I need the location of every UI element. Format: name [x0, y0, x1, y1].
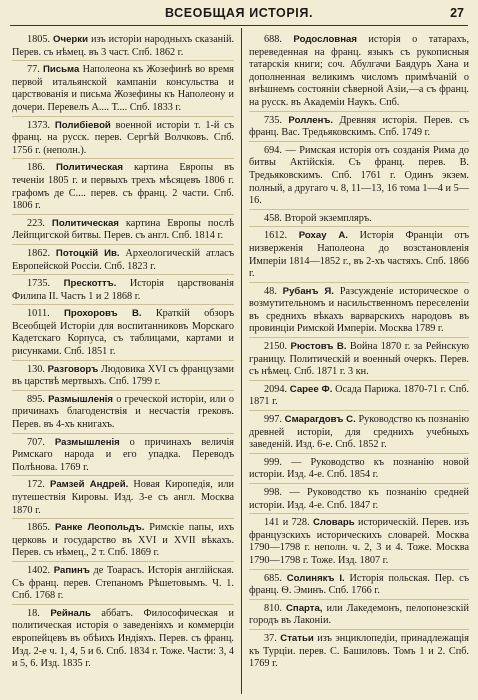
entry-heading: Рапинъ — [53, 564, 90, 576]
entry-text: — Римская исторія отъ созданія Рима до битвы Актійскія. Съ франц. перев. В. Тредьяковскимъ. Спб. 1761 г. Одинъ экзем. полный, а другаго ч. 8, 11—13, 16 тома 1—4 и 5—16. — [249, 144, 469, 207]
entry-text: военной исторіи т. 1-й съ франц. на русск. перев. Сергѣй Волчковъ. Спб. 1756 г. (неполн.). — [12, 119, 234, 156]
catalog-entry — [12, 308, 234, 360]
entry-number: 1373. — [27, 119, 51, 131]
entry-text: изъ энциклопедіи, принадлежащія къ Турціи. перев. С. Башиловъ. Томъ 1 и 2. Спб. 1769 г. — [249, 632, 469, 670]
running-title: ВСЕОБЩАЯ ИСТОРІЯ. — [164, 6, 314, 20]
entry-heading: Очерки — [53, 34, 88, 45]
catalog-entry — [12, 278, 234, 305]
entry-text: аббатъ. Философическая и политическая исторія о заведеніяхъ и коммерціи европейцевъ въ обѣихъ Индіяхъ. Перев. съ франц. Изд. 2-е ч. 1, 4, 5 и 6. Спб. 1834 г. Тоже. Части: 3, 4 и 5, 6. Изд. 1835 г. — [12, 607, 234, 670]
entry-text: Краткій обзоръ Всеобщей Исторіи для воспитанниковъ Морскаго Кадетскаго Корпуса, съ таблицами, картами и рисунками. Спб. 1851 г. — [12, 308, 234, 358]
right-column — [249, 34, 469, 696]
entry-heading: Спарта, — [285, 602, 323, 614]
entry-heading: Разговоръ — [47, 363, 99, 375]
entry-number: 1402. — [27, 564, 51, 576]
entry-heading: Рамзей Андрей. — [50, 479, 129, 491]
entry-number: 694. — [264, 144, 282, 156]
entry-heading: Рейналь — [50, 607, 91, 619]
catalog-entry — [12, 364, 234, 391]
entry-text: Новая Киропедія, или путешествія Кировы. Изд. 3-е съ англ. Москва 1870 г. — [12, 479, 234, 516]
entry-number: 18. — [27, 607, 40, 619]
entry-text: или Лакедемонъ, пелопонезскій городъ въ Лаконіи. — [249, 602, 469, 627]
entry-text: Римскіе папы, ихъ церковь и государство въ XVI и XVII вѣкахъ. Перев. съ нѣмец., 2 т. Спб. 1869 г. — [12, 522, 234, 559]
catalog-entry — [249, 633, 469, 672]
entry-number: 999. — [264, 456, 282, 468]
catalog-entry — [249, 34, 469, 112]
entry-number: 2094. — [264, 383, 288, 395]
entry-text: Исторія польская. Пер. съ франц. Ѳ. Эминъ. Спб. 1766 г. — [249, 572, 469, 597]
entry-heading: Рубанъ Я. — [282, 285, 334, 297]
entry-text: изъ исторіи народныхъ сказаній. Перев. съ нѣмец. въ 3 част. Спб. 1862 г. — [12, 34, 234, 58]
entry-heading: Сарее Ф. — [289, 383, 333, 395]
entry-heading: Прескоттъ. — [63, 278, 117, 290]
catalog-entry — [12, 479, 234, 519]
entry-number: 223. — [27, 217, 45, 229]
catalog-entry — [12, 522, 234, 562]
entry-text: историческій. Перев. изъ французскихъ историческихъ словарей. Москва 1790—1798 г. неполн. ч. 2, 3 и 4. Тоже. Москва 1790—1798 г. Тоже. Изд. 1807 г. — [249, 517, 469, 566]
catalog-entry — [12, 394, 234, 434]
entry-number: 735. — [264, 114, 282, 126]
entry-number: 130. — [27, 363, 45, 375]
entry-text: Война 1870 г. за Рейнскую границу. Политическій и военный очеркъ. Перев. съ нѣмец. Спб. 1871 г. 3 кн. — [249, 341, 469, 378]
entry-heading: Статьи — [280, 632, 314, 644]
entry-number: 1612. — [264, 230, 288, 242]
entry-number: 895. — [27, 393, 45, 405]
entry-number: 37. — [264, 632, 277, 644]
entry-text: — Руководство къ познанію средней исторіи. Изд. 4-е. Спб. 1847 г. — [249, 487, 469, 511]
catalog-entry — [249, 487, 469, 514]
entry-text: Исторія Франціи отъ низверженія Наполеона до возстановленія Имперіи 1814—1852 г., въ 2-хъ частяхъ. Спб. 1866 г. — [249, 230, 469, 280]
entry-number: 1805. — [27, 34, 51, 45]
catalog-entry — [249, 517, 469, 569]
entry-text: Древняя исторія. Перев. съ франц. Вас. Тредьяковскимъ. Спб. 1749 г. — [249, 114, 469, 139]
catalog-entry — [249, 286, 469, 338]
catalog-entry — [249, 603, 469, 630]
catalog-entry — [12, 608, 234, 672]
entry-heading: Прохоровъ В. — [63, 308, 142, 320]
entry-number: 997. — [264, 414, 282, 426]
page-header — [0, 6, 478, 24]
entry-heading: Смарагдовъ С. — [284, 414, 356, 426]
catalog-entry — [12, 248, 234, 275]
entry-number: 810. — [264, 602, 282, 614]
catalog-entry — [12, 218, 234, 245]
entry-number: 458. — [264, 212, 282, 224]
entry-number: 172. — [27, 479, 45, 491]
entry-text: де Тоарасъ. Исторія англійская. Съ франц. перев. Степаномъ Рѣшетовымъ. Ч. 1. Спб. 1768 г. — [12, 564, 234, 602]
catalog-entry — [249, 341, 469, 381]
catalog-entry — [12, 120, 234, 160]
entry-text: Археологическій атласъ Европейской Россіи. Спб. 1823 г. — [12, 247, 234, 272]
catalog-entry — [249, 145, 469, 210]
entry-heading: Политическая — [51, 217, 119, 229]
entry-text: Руководство къ познанію древней исторіи, для среднихъ учебныхъ заведеній. Изд. 6-е. Спб. 1852 г. — [249, 414, 469, 451]
entry-heading: Размышленія — [48, 393, 114, 405]
catalog-entry — [249, 573, 469, 600]
column-divider — [241, 28, 242, 694]
catalog-entry — [249, 384, 469, 411]
catalog-entry — [249, 457, 469, 484]
catalog-entry — [249, 414, 469, 454]
entry-heading: Письма — [43, 64, 80, 76]
entry-text: исторія о татарахъ, переведенная на франц. языкъ съ рукописныя татарскія книги; соч. Абулгачи Баядуръ Хана и дополненная великимъ числомъ примѣчаній о внѣшнемъ состояніи сѣверной Азіи,—а съ франц. на русск. въ Академіи Наукъ. Спб. — [249, 34, 469, 108]
entry-heading: Родословная — [293, 34, 357, 45]
entry-text: Наполеона къ Жозефинѣ во время первой итальянской кампаніи консульства и царствованія и письма Жозефины къ Наполеону и дочери. Перевелъ А.... Т.... Спб. 1833 г. — [12, 64, 234, 113]
page-number: 27 — [450, 6, 464, 20]
entry-number: 1735. — [27, 278, 51, 290]
catalog-entry — [249, 115, 469, 142]
entry-number: 48. — [264, 285, 277, 297]
catalog-entry — [249, 230, 469, 282]
entry-number: 1862. — [27, 247, 51, 259]
catalog-entry — [12, 34, 234, 61]
entry-text: Исторія царствованія Филипа II. Часть 1 и 2 1868 г. — [12, 278, 234, 302]
entry-heading: Ролленъ. — [288, 114, 334, 126]
catalog-entry — [12, 565, 234, 605]
entry-number: 77. — [27, 64, 40, 76]
entry-heading: Потоцкій Ив. — [55, 247, 120, 259]
left-column — [12, 34, 234, 696]
entry-number: 1011. — [27, 308, 50, 320]
entry-number: 688. — [264, 34, 282, 45]
entry-number: 998. — [264, 487, 282, 498]
entry-heading: Рюстовъ В. — [290, 341, 347, 353]
entry-number: 186. — [27, 162, 45, 174]
catalog-entry — [12, 64, 234, 116]
entry-heading: Рохау А. — [298, 230, 348, 242]
entry-text: Разсужденіе историческое о возмутительномъ и насильственномъ переселеніи въ среднихъ вѣкахъ варварскихъ народовъ въ провинціи Римской Имперіи. Москва 1789 г. — [249, 285, 469, 335]
entry-heading: Солинякъ I. — [286, 572, 345, 584]
entry-text: картина Европы послѣ Лейпцигской битвы. Перев. съ англ. Спб. 1814 г. — [12, 217, 234, 242]
entry-text: Людовика XVI съ французами въ царствѣ мертвыхъ. Спб. 1799 г. — [12, 363, 234, 388]
entry-text: о причинахъ величія Римскаго народа и его упадка. Переводъ Полѣнова. 1769 г. — [12, 436, 234, 473]
entry-number: 141 и 728. — [264, 517, 310, 529]
entry-number: 707. — [27, 436, 45, 448]
entry-text: о греческой исторіи, или о причинахъ благоденствія и несчастія грековъ. Перев. въ 4-хъ книгахъ. — [12, 393, 234, 431]
entry-text: Второй экземпляръ. — [284, 212, 372, 224]
entry-number: 685. — [264, 572, 282, 584]
catalog-entry — [12, 162, 234, 214]
entry-text: — Руководство къ познанію новой исторіи. Изд. 4-е. Спб. 1854 г. — [249, 456, 469, 481]
header-rule — [10, 25, 468, 26]
entry-heading: Размышленія — [54, 436, 120, 448]
entry-text: Осада Парижа. 1870-71 г. Спб. 1871 г. — [249, 383, 469, 408]
entry-heading: Политическая — [55, 162, 123, 174]
entry-heading: Словарь — [313, 517, 355, 529]
entry-heading: Ранке Леопольдъ. — [54, 522, 145, 534]
entry-number: 2150. — [264, 341, 288, 353]
catalog-entry — [249, 213, 469, 228]
entry-number: 1865. — [27, 522, 51, 534]
entry-text: картина Европы въ теченіи 1805 г. и первыхъ трехъ мѣсяцевъ 1806 г. графомъ де С.... перев. съ франц. 2 части. Спб. 1806 г. — [12, 162, 234, 212]
entry-heading: Полибіевой — [54, 119, 111, 131]
catalog-entry — [12, 437, 234, 477]
